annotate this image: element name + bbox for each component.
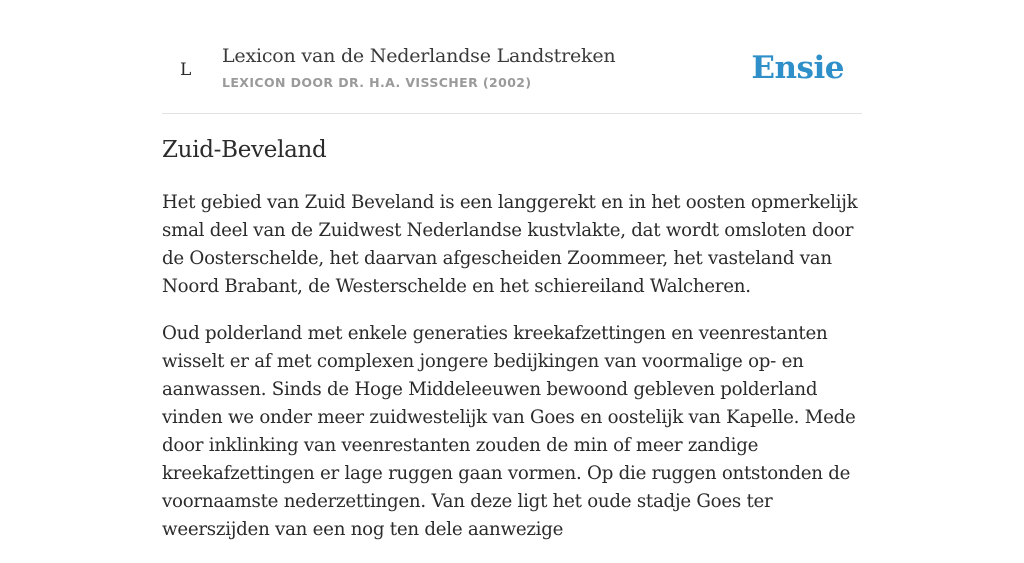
source-title[interactable]: Lexicon van de Nederlandse Landstreken [222, 45, 616, 67]
source-subtitle: LEXICON DOOR DR. H.A. VISSCHER (2002) [222, 75, 532, 90]
entry-body [162, 189, 862, 563]
header [162, 0, 862, 114]
source-logo: L [180, 60, 192, 80]
entry-title: Zuid-Beveland [162, 137, 327, 163]
paragraph: Het gebied van Zuid Beveland is een langgerekt en in het oosten opmerkelijk smal deel van de Zuidwest Nederlandse kustvlakte, dat wordt omsloten door de Oosterschelde, het daarvan afgescheiden Zoommeer, het vasteland van Noord Brabant, de Westerschelde en het schiereiland Walcheren. [162, 192, 858, 297]
ensie-logo-link[interactable]: Ensie [751, 50, 844, 86]
paragraph: Oud polderland met enkele generaties kreekafzettingen en veenrestanten wisselt er af met complexen jongere bedijkingen van voormalige op- en aanwassen. Sinds de Hoge Middeleeuwen bewoond gebleven polderland vinden we onder meer zuidwestelijk van Goes en oostelijk van Kapelle. Mede door inklinking van veenrestanten zouden de min of meer zandige kreekafzettingen er lage ruggen gaan vormen. Op die ruggen ontstonden de voornaamste nederzettingen. Van deze ligt het oude stadje Goes ter weerszijden van een nog ten dele aanwezige [162, 323, 856, 540]
